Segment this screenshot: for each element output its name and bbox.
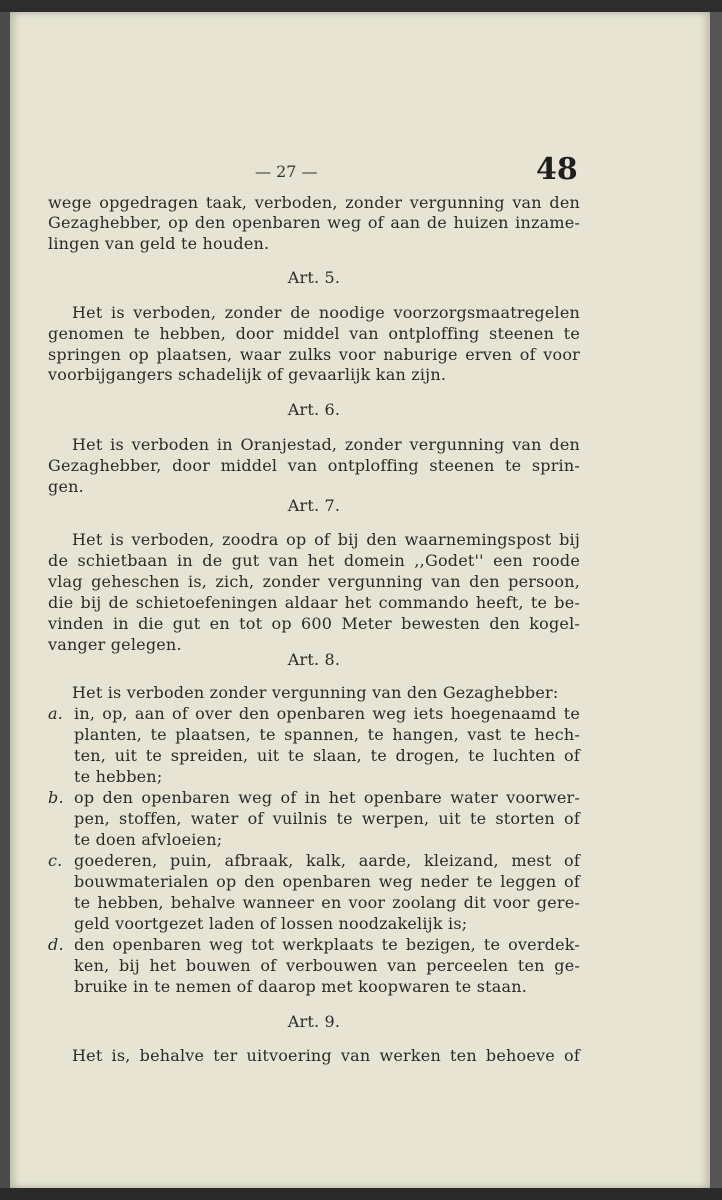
scan-border-right <box>710 12 722 1188</box>
text-line: die bij de schietoefeningen aldaar het commando heeft, te be- <box>48 593 580 612</box>
list-item-letter: d. <box>48 935 64 954</box>
list-item-line: te hebben; <box>74 767 163 786</box>
text-line: Gezaghebber, op den openbaren weg of aan de huizen inzame- <box>48 213 580 232</box>
list-item-line: te doen afvloeien; <box>74 830 223 849</box>
list-item-line: planten, te plaatsen, te spannen, te hangen, vast te hech- <box>74 725 580 744</box>
text-line: Het is verboden in Oranjestad, zonder vergunning van den <box>72 435 580 454</box>
scan-border-top <box>0 0 722 12</box>
text-line: Het is verboden zonder vergunning van den Gezaghebber: <box>72 683 559 702</box>
text-line: Het is verboden, zonder de noodige voorzorgsmaatregelen <box>72 303 580 322</box>
list-item-letter: c. <box>48 851 63 870</box>
article-heading: Art. 8. <box>287 650 341 669</box>
list-item-line: bruike in te nemen of daarop met koopwaren te staan. <box>74 977 528 996</box>
text-line: springen op plaatsen, waar zulks voor naburige erven of voor <box>48 345 580 364</box>
list-item-line: pen, stoffen, water of vuilnis te werpen, uit te storten of <box>74 809 580 828</box>
list-item-letter: b. <box>48 788 64 807</box>
text-line: de schietbaan in de gut van het domein ,,Godet'' een roode <box>48 551 580 570</box>
list-item-line: goederen, puin, afbraak, kalk, aarde, kleizand, mest of <box>74 851 580 870</box>
text-line: voorbijgangers schadelijk of gevaarlijk kan zijn. <box>48 365 447 384</box>
scan-border-bottom <box>0 1188 722 1200</box>
list-item-line: in, op, aan of over den openbaren weg iets hoegenaamd te <box>74 704 580 723</box>
page-number: — 27 — <box>255 162 318 181</box>
article-heading: Art. 5. <box>287 268 341 287</box>
scan-border-left <box>0 12 10 1188</box>
text-line: gen. <box>48 477 84 496</box>
list-item-letter: a. <box>48 704 64 723</box>
list-item-line: bouwmaterialen op den openbaren weg neder te leggen of <box>74 872 580 891</box>
list-item-line: te hebben, behalve wanneer en voor zoolang dit voor gere- <box>74 893 580 912</box>
list-item-line: den openbaren weg tot werkplaats te bezigen, te overdek- <box>74 935 580 954</box>
document-page <box>10 12 710 1188</box>
article-heading: Art. 9. <box>287 1012 341 1031</box>
text-line: Gezaghebber, door middel van ontploffing steenen te sprin- <box>48 456 580 475</box>
text-line: vinden in die gut en tot op 600 Meter bewesten den kogel- <box>48 614 580 633</box>
text-line: Het is, behalve ter uitvoering van werken ten behoeve of <box>72 1046 580 1065</box>
text-line: wege opgedragen taak, verboden, zonder vergunning van den <box>48 193 580 212</box>
text-line: Het is verboden, zoodra op of bij den waarnemingspost bij <box>72 530 580 549</box>
list-item-line: ken, bij het bouwen of verbouwen van perceelen ten ge- <box>74 956 580 975</box>
text-line: lingen van geld te houden. <box>48 234 270 253</box>
text-line: vanger gelegen. <box>48 635 182 654</box>
article-heading: Art. 6. <box>287 400 341 419</box>
text-line: genomen te hebben, door middel van ontploffing steenen te <box>48 324 580 343</box>
article-heading: Art. 7. <box>287 496 341 515</box>
text-line: vlag geheschen is, zich, zonder vergunning van den persoon, <box>48 572 580 591</box>
folio-number: 48 <box>536 152 578 187</box>
list-item-line: op den openbaren weg of in het openbare water voorwer- <box>74 788 580 807</box>
list-item-line: geld voortgezet laden of lossen noodzakelijk is; <box>74 914 468 933</box>
list-item-line: ten, uit te spreiden, uit te slaan, te drogen, te luchten of <box>74 746 580 765</box>
